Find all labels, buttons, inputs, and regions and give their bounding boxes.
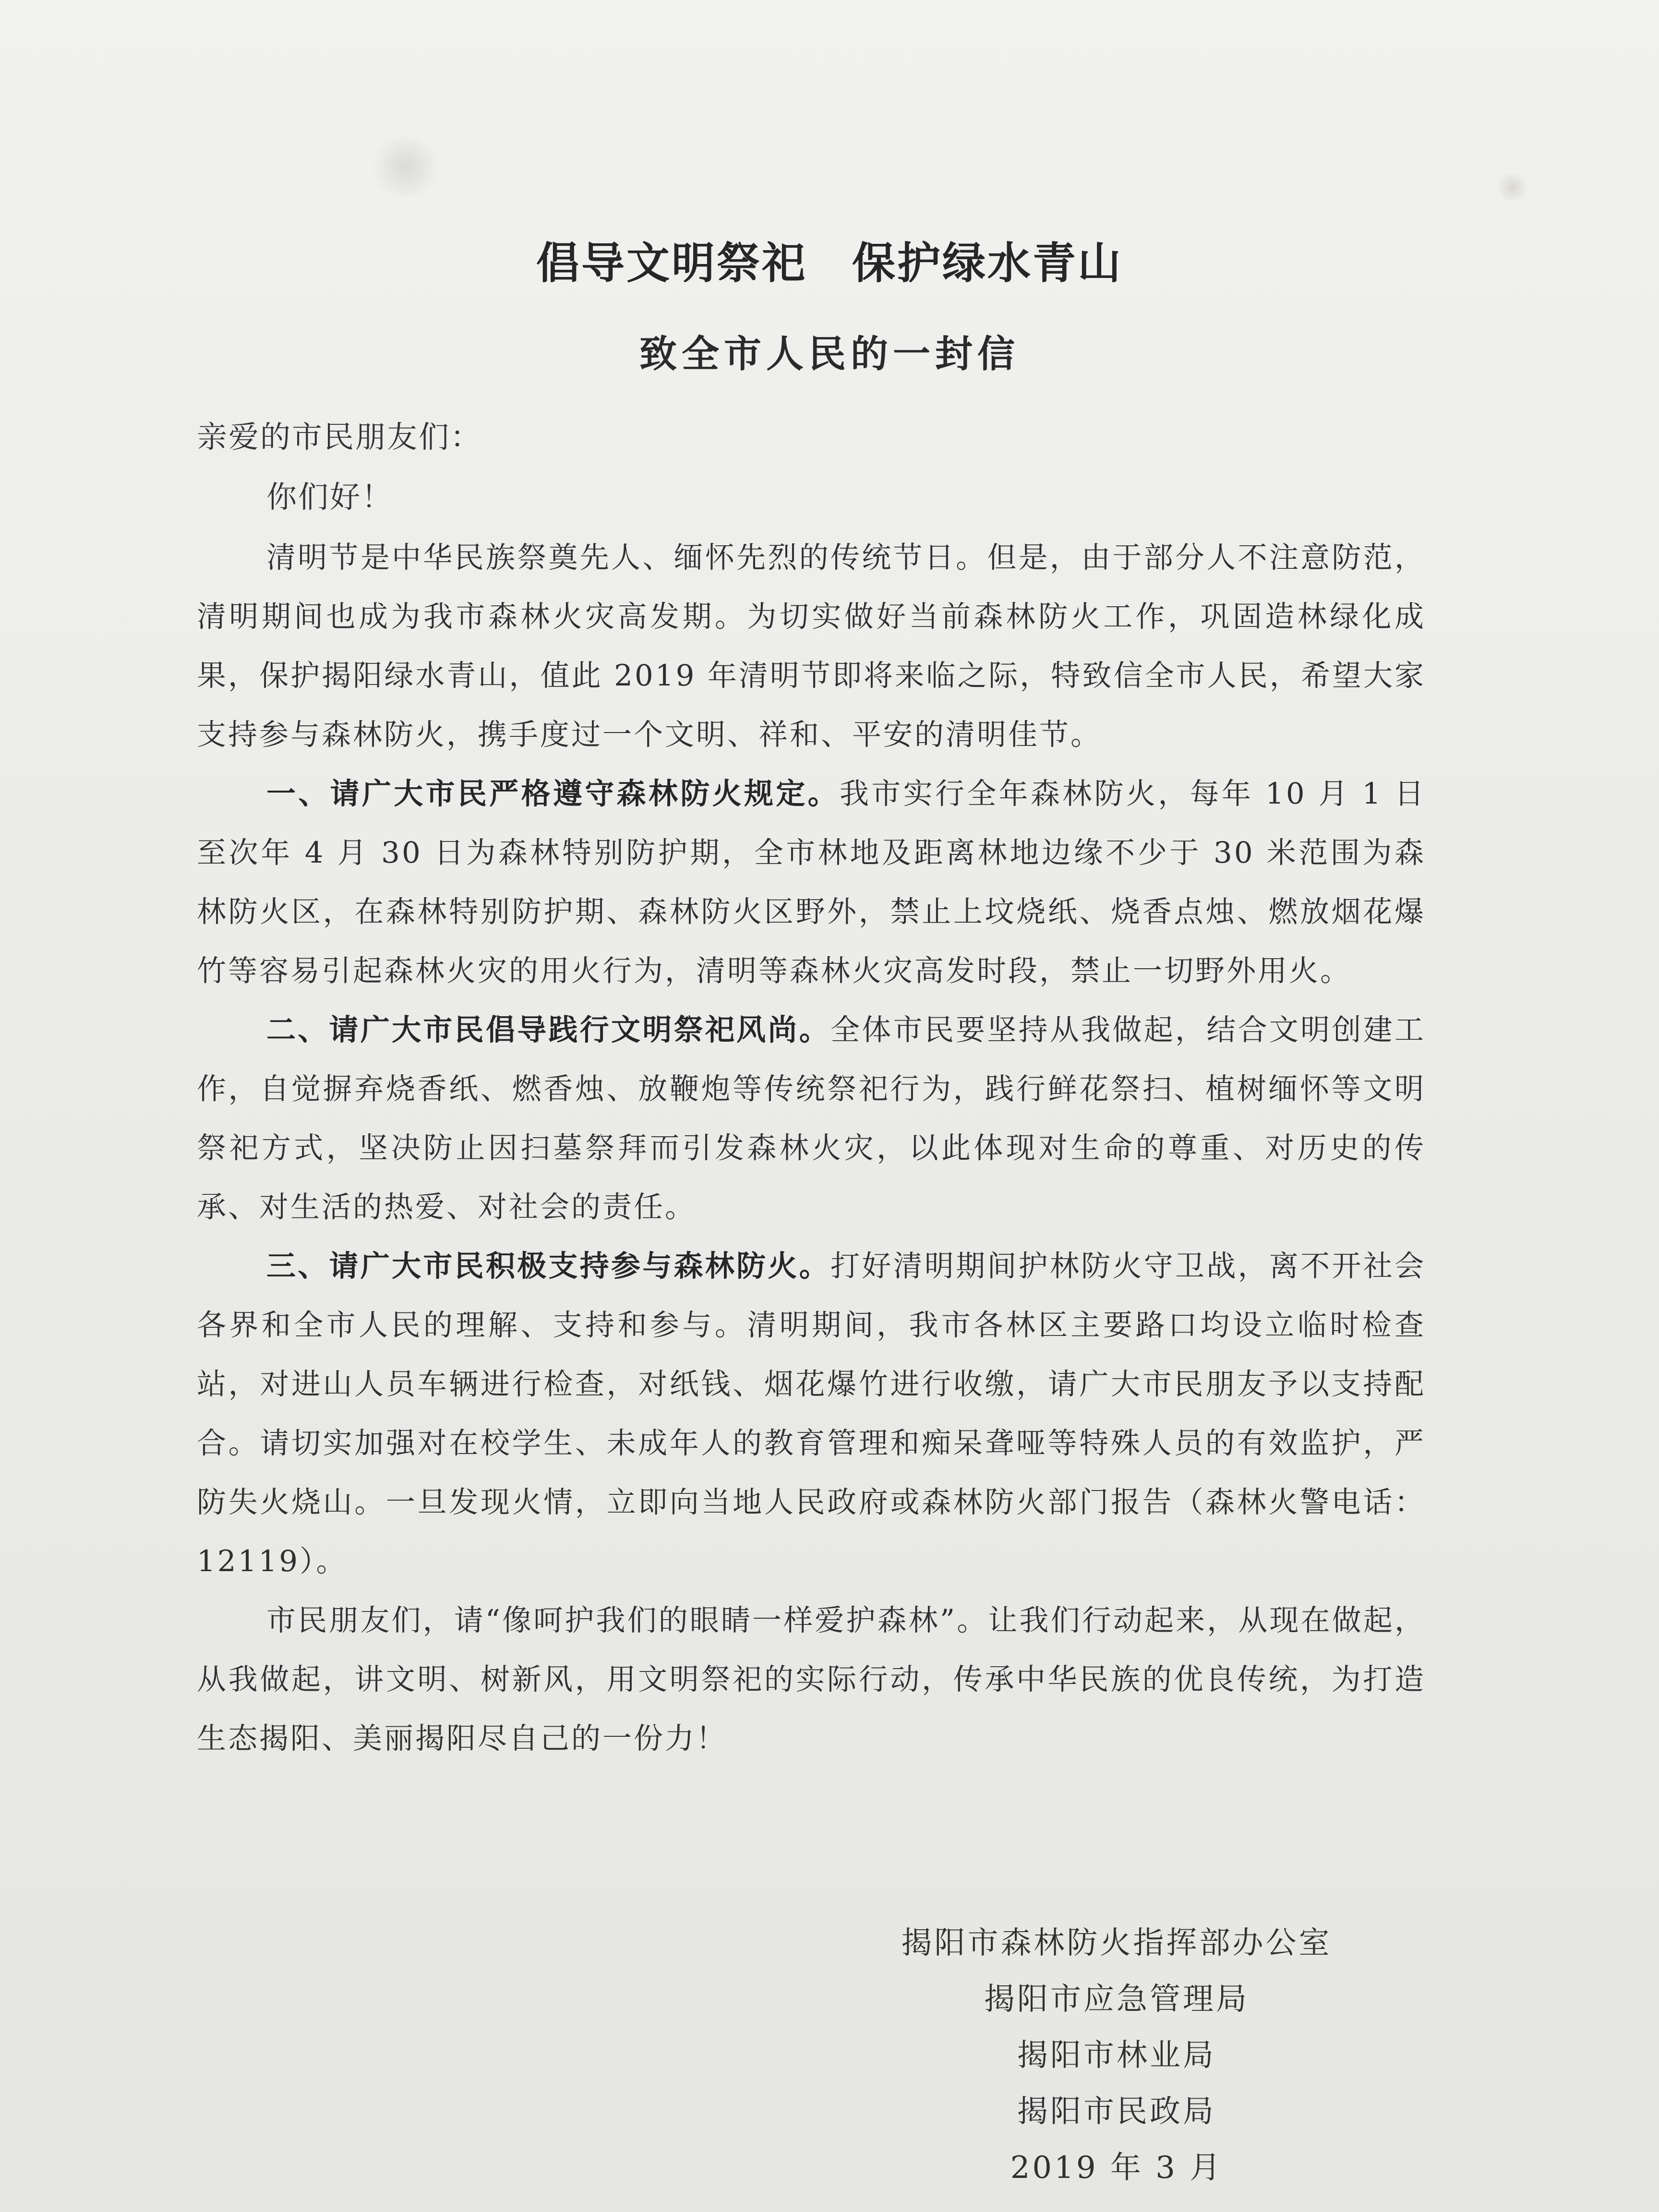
signatory-forest-fire-office: 揭阳市森林防火指挥部办公室 [901,1925,1332,1961]
paragraph-text: 全体市民要坚持从我做起，结合文明创建工作，自觉摒弃烧香纸、燃香烛、放鞭炮等传统祭祀行为，践行鲜花祭扫、植树缅怀等文明祭祀方式，坚决防止因扫墓祭拜而引发森林火灾，以此体现对生命的尊重、对历史的传承、对生活的热爱、对社会的责任。 [197,1013,1426,1224]
paragraph-section-2 [197,1000,1426,1237]
paragraph-intro [197,528,1426,764]
paragraph-heading: 一、请广大市民严格遵守森林防火规定。 [266,777,840,811]
paragraph-heading: 三、请广大市民积极支持参与森林防火。 [266,1249,830,1283]
paragraph-text: 我市实行全年森林防火，每年 10 月 1 日至次年 4 月 30 日为森林特别防护期，全市林地及距离林地边缘不少于 30 米范围为森林防火区，在森林特别防护期、森林防火区野外，禁止上坟烧纸、烧香点烛、燃放烟花爆竹等容易引起森林火灾的用火行为，清明等森林火灾高发时段，禁止一切野外用火。 [197,777,1426,988]
paragraph-text: 市民朋友们，请“像呵护我们的眼睛一样爱护森林”。让我们行动起来，从现在做起，从我做起，讲文明、树新风，用文明祭祀的实际行动，传承中华民族的优良传统，为打造生态揭阳、美丽揭阳尽自己的一份力！ [197,1603,1426,1755]
signatory-emergency-bureau: 揭阳市应急管理局 [984,1982,1249,2017]
paper-stain [370,137,442,197]
letter-date: 2019 年 3 月 [1010,2150,1223,2186]
paragraph-text: 清明节是中华民族祭奠先人、缅怀先烈的传统节日。但是，由于部分人不注意防范，清明期间也成为我市森林火灾高发期。为切实做好当前森林防火工作，巩固造林绿化成果，保护揭阳绿水青山，值此 2019 年清明节即将来临之际，特致信全市人民，希望大家支持参与森林防火，携手度过一个文明、祥和、平安的清明佳节。 [197,541,1426,752]
signatory-forestry-bureau: 揭阳市林业局 [1017,2038,1216,2073]
opening-greeting: 你们好！ [266,480,393,515]
document-title: 倡导文明祭祀 保护绿水青山 [536,238,1123,289]
signatory-civil-affairs-bureau: 揭阳市民政局 [1017,2094,1216,2129]
salutation: 亲爱的市民朋友们： [197,420,482,455]
signature-block [853,1915,1381,2196]
paragraph-section-1 [197,764,1426,1000]
paragraph-heading: 二、请广大市民倡导践行文明祭祀风尚。 [266,1013,830,1047]
paper-stain-small [1495,173,1530,202]
letter-body [197,528,1426,1768]
paragraph-section-3 [197,1237,1426,1591]
paragraph-closing [197,1591,1426,1768]
document-subtitle: 致全市人民的一封信 [639,332,1020,376]
paragraph-text: 打好清明期间护林防火守卫战，离不开社会各界和全市人民的理解、支持和参与。清明期间，我市各林区主要路口均设立临时检查站，对进山人员车辆进行检查，对纸钱、烟花爆竹进行收缴，请广大市民朋友予以支持配合。请切实加强对在校学生、未成年人的教育管理和痴呆聋哑等特殊人员的有效监护，严防失火烧山。一旦发现火情，立即向当地人民政府或森林防火部门报告（森林火警电话：12119）。 [197,1249,1426,1578]
